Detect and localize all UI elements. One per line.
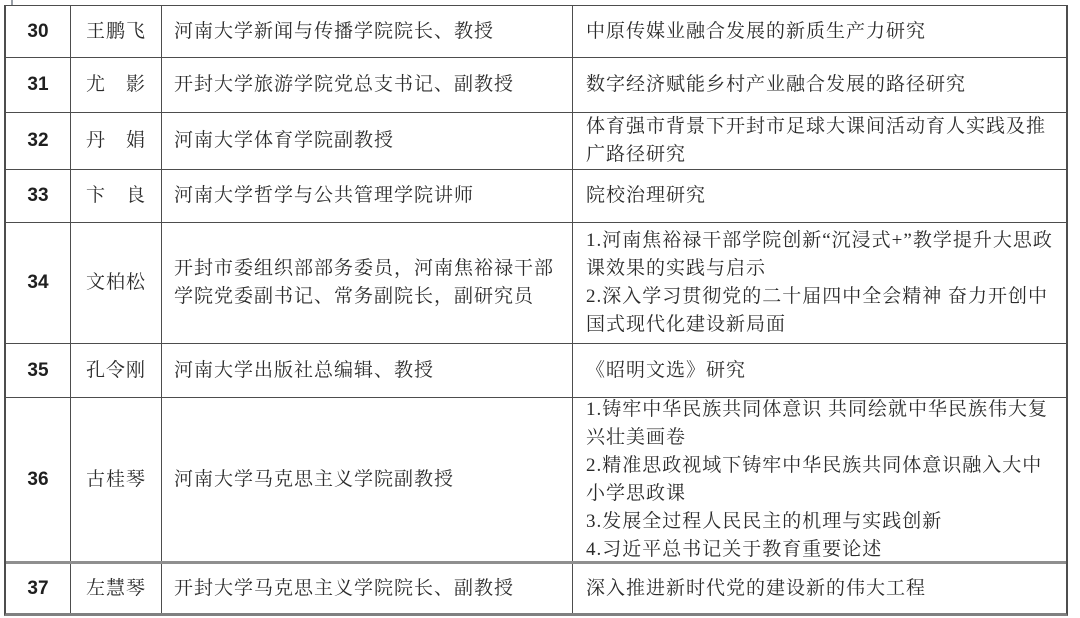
person-name: 古桂琴 bbox=[71, 398, 162, 561]
topic-line: 2.深入学习贯彻党的二十届四中全会精神 奋力开创中国式现代化建设新局面 bbox=[586, 286, 1049, 335]
research-topics-cell bbox=[573, 344, 1066, 397]
topic-line: 中原传媒业融合发展的新质生产力研究 bbox=[586, 20, 927, 42]
table-row bbox=[6, 113, 1066, 170]
row-number: 32 bbox=[6, 113, 71, 169]
person-position: 河南大学新闻与传播学院院长、教授 bbox=[162, 6, 573, 57]
person-position: 河南大学马克思主义学院副教授 bbox=[162, 398, 573, 561]
topic-line: 1.铸牢中华民族共同体意识 共同绘就中华民族伟大复兴壮美画卷 bbox=[586, 398, 1049, 448]
person-position: 河南大学体育学院副教授 bbox=[162, 113, 573, 169]
research-topics-cell bbox=[573, 58, 1066, 112]
table-row bbox=[6, 344, 1066, 398]
topic-line: 2.精准思政视域下铸牢中华民族共同体意识融入大中小学思政课 bbox=[586, 454, 1043, 504]
person-position: 开封市委组织部部务委员，河南焦裕禄干部学院党委副书记、常务副院长，副研究员 bbox=[162, 223, 573, 343]
topic-line: 深入推进新时代党的建设新的伟大工程 bbox=[586, 577, 927, 599]
person-name: 孔令刚 bbox=[71, 344, 162, 397]
row-number: 37 bbox=[6, 564, 71, 613]
research-topics-cell bbox=[573, 564, 1066, 613]
person-position: 开封大学马克思主义学院院长、副教授 bbox=[162, 564, 573, 613]
topic-line: 院校治理研究 bbox=[586, 185, 707, 206]
table-row bbox=[6, 398, 1066, 564]
topic-line: 1.河南焦裕禄干部学院创新“沉浸式+”教学提升大思政课效果的实践与启示 bbox=[586, 230, 1053, 279]
person-name: 左慧琴 bbox=[71, 564, 162, 613]
person-position: 开封大学旅游学院党总支书记、副教授 bbox=[162, 58, 573, 112]
person-position: 河南大学哲学与公共管理学院讲师 bbox=[162, 170, 573, 222]
research-topics-cell bbox=[573, 170, 1066, 222]
research-topics-cell bbox=[573, 398, 1066, 561]
person-name: 卞 良 bbox=[71, 170, 162, 222]
table-row bbox=[6, 6, 1066, 58]
row-number: 30 bbox=[6, 6, 71, 57]
person-name: 王鹏飞 bbox=[71, 6, 162, 57]
topic-line: 3.发展全过程人民民主的机理与实践创新 bbox=[586, 510, 943, 532]
row-number: 35 bbox=[6, 344, 71, 397]
expert-roster-table bbox=[4, 5, 1068, 616]
person-name: 文柏松 bbox=[71, 223, 162, 343]
table-row bbox=[6, 58, 1066, 113]
topic-line: 体育强市背景下开封市足球大课间活动育人实践及推广路径研究 bbox=[586, 116, 1047, 165]
person-name: 尤 影 bbox=[71, 58, 162, 112]
table-row bbox=[6, 223, 1066, 344]
person-name: 丹 娟 bbox=[71, 113, 162, 169]
research-topics-cell bbox=[573, 113, 1066, 169]
research-topics-cell bbox=[573, 223, 1066, 343]
row-number: 34 bbox=[6, 223, 71, 343]
row-number: 36 bbox=[6, 398, 71, 561]
topic-line: 《昭明文选》研究 bbox=[586, 359, 747, 381]
row-number: 31 bbox=[6, 58, 71, 112]
topic-line: 数字经济赋能乡村产业融合发展的路径研究 bbox=[586, 74, 967, 95]
research-topics-cell bbox=[573, 6, 1066, 57]
table-row bbox=[6, 564, 1066, 613]
person-position: 河南大学出版社总编辑、教授 bbox=[162, 344, 573, 397]
topic-line: 4.习近平总书记关于教育重要论述 bbox=[586, 538, 883, 560]
row-number: 33 bbox=[6, 170, 71, 222]
table-row bbox=[6, 170, 1066, 223]
